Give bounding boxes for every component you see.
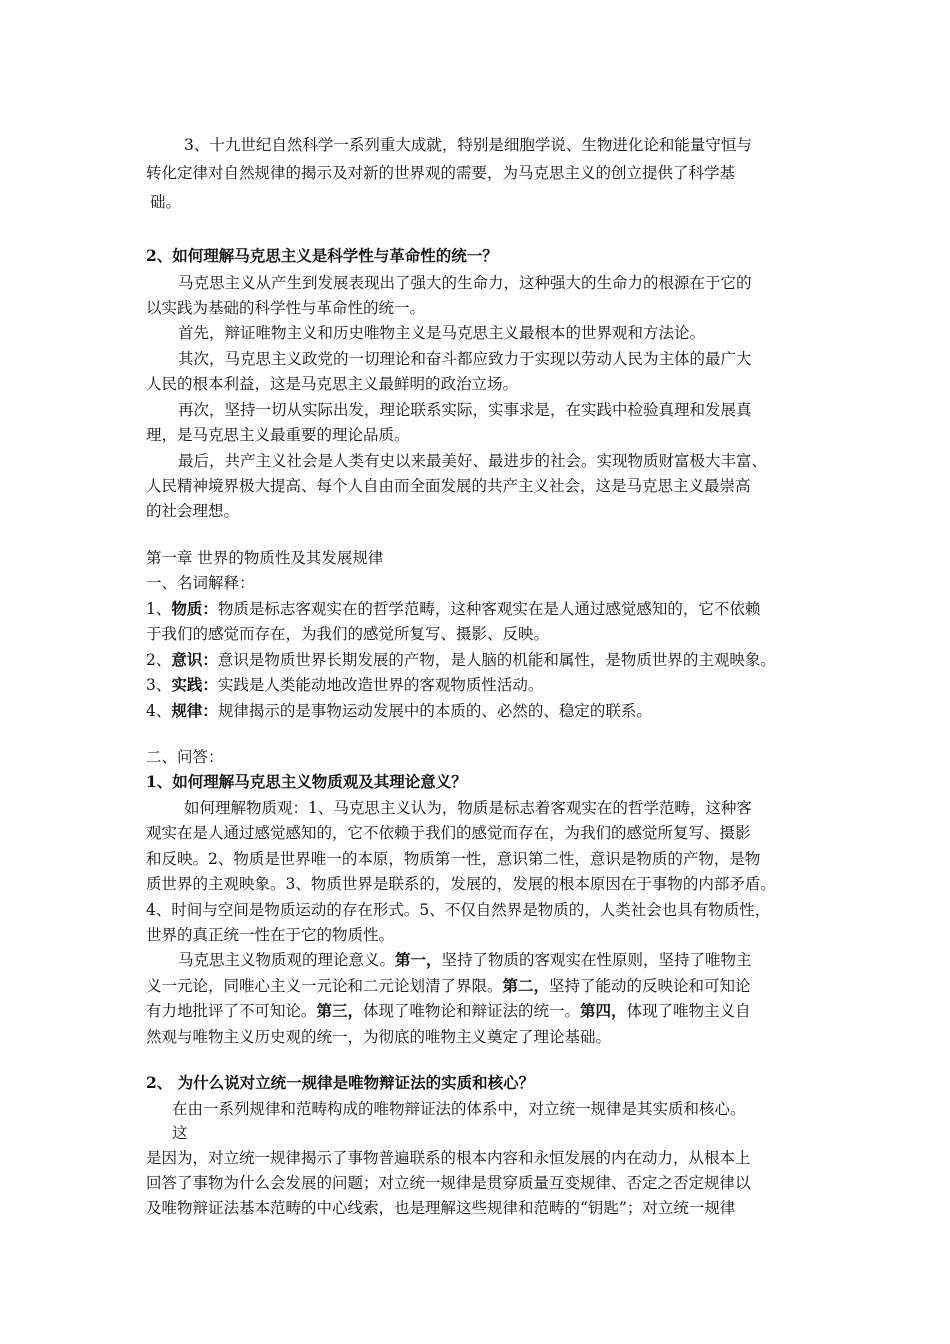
- answer-1-line-6: 世界的真正统一性在于它的物质性。: [146, 926, 395, 944]
- q2-para-1-line-2: 以实践为基础的科学性与革命性的统一。: [146, 299, 426, 317]
- section-1-heading: 一、名词解释：: [146, 574, 255, 592]
- answer-1-heading: 1、如何理解马克思主义物质观及其理论意义？: [146, 772, 467, 791]
- significance-line-3: 有力地批评了不可知论。第三，体现了唯物论和辩证法的统一。第四，体现了唯物主义自: [146, 1001, 751, 1020]
- q2-para-2-line-1: 首先，辩证唯物主义和历史唯物主义是马克思主义最根本的世界观和方法论。: [178, 324, 706, 342]
- intro-line-2: 转化定律对自然规律的揭示及对新的世界观的需要，为马克思主义的创立提供了科学基: [146, 164, 736, 182]
- answer-2-line-2: 这: [172, 1124, 188, 1142]
- q2-para-1-line-1: 马克思主义从产生到发展表现出了强大的生命力，这种强大的生命力的根源在于它的: [178, 274, 752, 292]
- term-4: 4、规律：规律揭示的是事物运动发展中的本质的、必然的、稳定的联系。: [146, 701, 652, 720]
- q2-para-3-line-1: 其次，马克思主义政党的一切理论和奋斗都应致力于实现以劳动人民为主体的最广大: [178, 350, 752, 368]
- significance-line-2: 义一元论，同唯心主义一元论和二元论划清了界限。第二，坚持了能动的反映论和可知论: [146, 976, 751, 995]
- answer-1-line-4: 质世界的主观映象。3、物质世界是联系的，发展的，发展的根本原因在于事物的内部矛盾。: [146, 875, 776, 893]
- answer-2-line-4: 回答了事物为什么会发展的问题；对立统一规律是贯穿质量互变规律、否定之否定规律以: [146, 1174, 751, 1192]
- answer-2-line-1: 在由一系列规律和范畴构成的唯物辩证法的体系中，对立统一规律是其实质和核心。: [172, 1100, 746, 1118]
- q2-para-4-line-1: 再次，坚持一切从实际出发，理论联系实际，实事求是，在实践中检验真理和发展真: [178, 401, 752, 419]
- term-4-label: 规律：: [171, 701, 218, 720]
- term-3: 3、实践：实践是人类能动地改造世界的客观物质性活动。: [146, 675, 544, 694]
- term-1: 1、物质：物质是标志客观实在的哲学范畴，这种客观实在是人通过感觉感知的，它不依赖: [146, 599, 761, 618]
- term-2-label: 意识：: [171, 650, 218, 669]
- term-3-label: 实践：: [171, 675, 218, 694]
- q2-para-5-line-1: 最后，共产主义社会是人类有史以来最美好、最进步的社会。实现物质财富极大丰富、: [178, 452, 768, 470]
- answer-1-line-1: 如何理解物质观：1、马克思主义认为，物质是标志着客观实在的哲学范畴，这种客: [184, 799, 752, 817]
- q2-para-4-line-2: 理，是马克思主义最重要的理论品质。: [146, 426, 410, 444]
- answer-2-heading: 2、 为什么说对立统一规律是唯物辩证法的实质和核心？: [146, 1073, 535, 1092]
- term-1-label: 物质：: [171, 599, 218, 618]
- q2-para-5-line-3: 的社会理想。: [146, 502, 240, 520]
- intro-line-3: 础。: [150, 193, 182, 211]
- answer-2-line-5: 及唯物辩证法基本范畴的中心线索，也是理解这些规律和范畴的“钥匙”；对立统一规律: [146, 1199, 736, 1217]
- significance-line-1: 马克思主义物质观的理论意义。第一，坚持了物质的客观实在性原则，坚持了唯物主: [178, 950, 752, 969]
- question-2-heading: 2、如何理解马克思主义是科学性与革命性的统一？: [146, 246, 498, 265]
- answer-2-line-3: 是因为，对立统一规律揭示了事物普遍联系的根本内容和永恒发展的内在动力，从根本上: [146, 1149, 751, 1167]
- term-2: 2、意识：意识是物质世界长期发展的产物，是人脑的机能和属性，是物质世界的主观映象。: [146, 650, 776, 669]
- intro-line-1: 3、十九世纪自然科学一系列重大成就，特别是细胞学说、生物进化论和能量守恒与: [184, 136, 752, 154]
- significance-line-4: 然观与唯物主义历史观的统一，为彻底的唯物主义奠定了理论基础。: [146, 1028, 612, 1046]
- q2-para-5-line-2: 人民精神境界极大提高、每个人自由而全面发展的共产主义社会，这是马克思主义最崇高: [146, 477, 751, 495]
- term-1-line-2: 于我们的感觉而存在，为我们的感觉所复写、摄影、反映。: [146, 625, 550, 643]
- chapter-title: 第一章 世界的物质性及其发展规律: [146, 549, 384, 567]
- answer-1-line-3: 和反映。2、物质是世界唯一的本原，物质第一性，意识第二性，意识是物质的产物，是物: [146, 850, 761, 868]
- answer-1-line-2: 观实在是人通过感觉感知的，它不依赖于我们的感觉而存在，为我们的感觉所复写、摄影: [146, 824, 751, 842]
- answer-1-line-5: 4、时间与空间是物质运动的存在形式。5、不仅自然界是物质的，人类社会也具有物质性，: [146, 901, 771, 919]
- q2-para-3-line-2: 人民的根本利益，这是马克思主义最鲜明的政治立场。: [146, 375, 519, 393]
- section-2-heading: 二、问答：: [146, 748, 224, 766]
